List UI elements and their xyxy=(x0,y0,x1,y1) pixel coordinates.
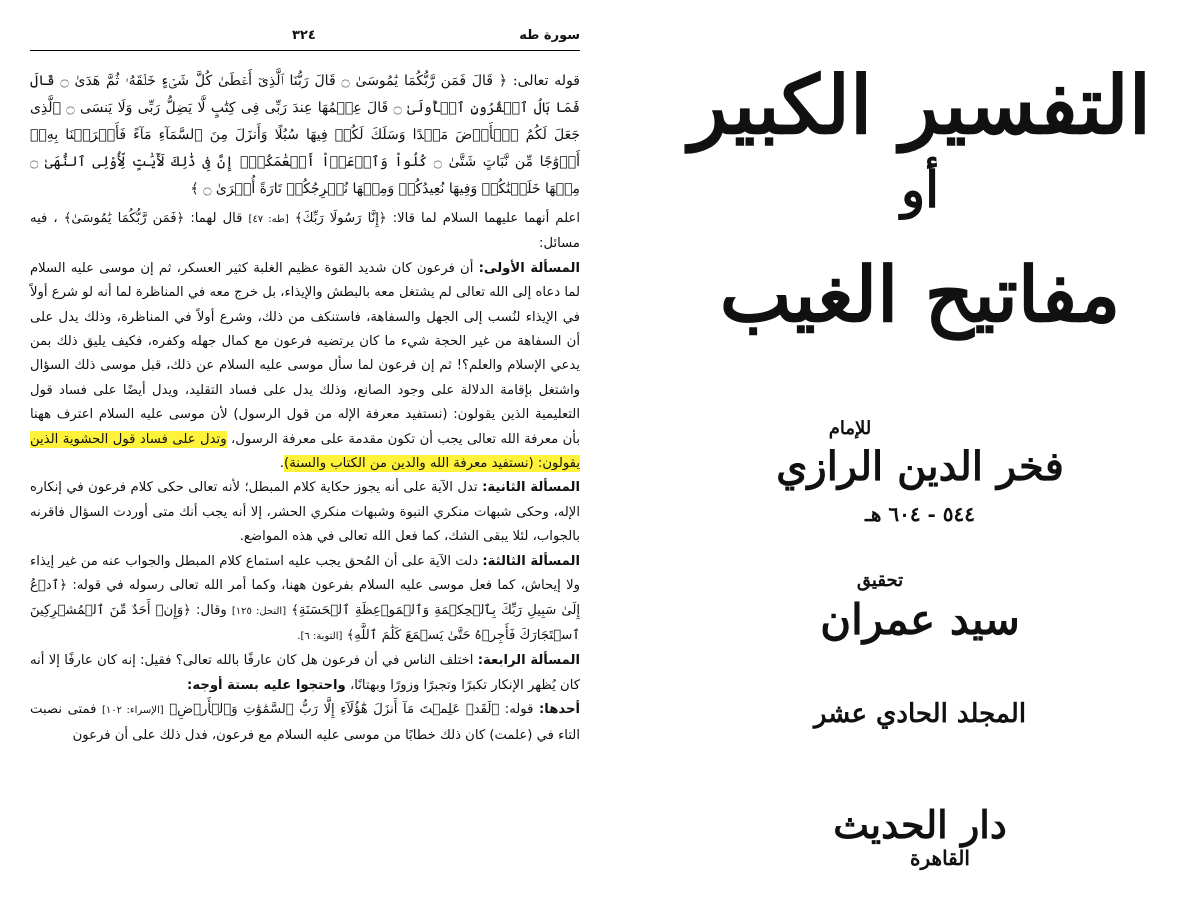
intro-source: [طه: ٤٧] xyxy=(248,214,289,225)
issue-3 xyxy=(30,550,580,650)
page-number: ٣٢٤ xyxy=(292,28,316,43)
issue-3-text-2: وقال: ﴿وَإِنۡ أَحَدٌ مِّنَ ٱلۡمُشۡرِكِينَ ٱسۡتَجَارَكَ فَأَجِرۡهُ حَتَّىٰ يَسۡمَعَ كَلَٰمَ ٱللَّهِ﴾ xyxy=(30,602,580,643)
issue-3-label: المسألة الثالثة: xyxy=(482,553,580,569)
issue-1 xyxy=(30,257,580,477)
book-title: التفسير الكبير xyxy=(689,58,1151,152)
left-page xyxy=(30,26,580,886)
cover-page xyxy=(640,0,1200,900)
issue-3-source-2: [التوبة: ٦]. xyxy=(297,630,343,642)
page-header xyxy=(30,26,580,50)
issue-2-text: تدل الآية على أنه يجوز حكاية كلام المبطل؛ لأنه تعالى حكى كلام فرعون في إنكاره الإله، وحكى شبهات منكري النبوة وشبهات منكري الحشر، إلا أنه يجب أنك متى أوردت السؤال فاقرنه بالجواب، لئلا يبقى الشك، كما فعل الله تعالى في هذه المواضع. xyxy=(30,480,580,545)
editor-name: سيد عمران xyxy=(820,595,1020,644)
issue-3-source-1: [النحل: ١٢٥] xyxy=(231,605,287,617)
intro-text-b: قال لهما: ﴿فَمَن رَّبُّكُمَا يَٰمُوسَىٰ﴾ ، فيه مسائل: xyxy=(30,211,580,252)
page-body xyxy=(30,68,580,748)
issue-4-label: المسألة الرابعة: xyxy=(477,653,580,669)
issue-1-text: أن فرعون كان شديد القوة عظيم الغلبة كثير العسكر، ثم إن موسى عليه السلام لما دعاه إلى الله تعالى لم يشتغل معه بالبطش والإيذاء، بل خرج معه في المناظرة لما أنه لو شرع أولاً في الإيذاء لنُسب إلى الجهل والسفاهة، فاستنكف من ذلك، وشرع أولاً في المناظرة، وذلك يدل على أن السفاهة من غير الحجة شيء ما كان يرتضيه فرعون مع كمال جهله وكفره، فكيف يليق ذلك بمن يدعي الإسلام والعلم؟! ثم إن فرعون لما سأل موسى عليه السلام عن ذلك، قبل موسى ذلك السؤال واشتغل بإقامة الدلالة على وجود الصانع، وذلك يدل على فساد التقليد، ويدل أيضًا على فساد قول التعليمية الذين يقولون: (نستفيد معرفة الإله من قول الرسول) لأن موسى عليه السلام اعترف ههنا بأن معرفة الله تعالى يجب أن تكون مقدمة على معرفة الرسول، xyxy=(30,260,580,447)
surah-name: سورة طه xyxy=(519,28,580,43)
issue-2 xyxy=(30,476,580,549)
intro-paragraph xyxy=(30,207,580,257)
first-argument-text: قوله: ﴿لَقَدۡ عَلِمۡتَ مَآ أَنزَلَ هَٰٓؤُلَآءِ إِلَّا رَبُّ ٱلسَّمَٰوَٰتِ وَٱلۡأَرۡضِ﴾ xyxy=(169,702,534,718)
tahqiq-label: تحقيق xyxy=(856,570,904,591)
issue-2-label: المسألة الثانية: xyxy=(482,480,580,496)
highlighted-text: وتدل على فساد قول الحشوية الذين يقولون: (نستفيد معرفة الله والدين من الكتاب والسنة) xyxy=(30,431,580,472)
publisher-name: دار الحديث xyxy=(833,802,1007,847)
issue-3-text: دلت الآية على أن المُحق يجب عليه استماع كلام المبطل والجواب عنه من غير إيذاء ولا إيحاش، كما فعل موسى عليه السلام بفرعون ههنا، وكما أمر الله تعالى رسوله في قوله: ﴿ٱدۡعُ إِلَىٰ سَبِيلِ رَبِّكَ بِٱلۡحِكۡمَةِ وَٱلۡمَوۡعِظَةِ ٱلۡحَسَنَةِ﴾ xyxy=(30,553,580,618)
first-argument-source: [الإسراء: ١٠٢] xyxy=(102,705,164,717)
first-argument-text-2: فمتى نصبت التاء في (علمت) كان ذلك خطابًا من موسى عليه السلام مع فرعون، فدل ذلك على أن فرعون xyxy=(30,702,580,743)
issue-1-label: المسألة الأولى: xyxy=(478,260,580,276)
title-connector: أو xyxy=(900,160,940,219)
quran-verses: قوله تعالى: ﴿ قَالَ فَمَن رَّبُّكُمَا يَٰمُوسَىٰ ۝ قَالَ رَبُّنَا ٱلَّذِىٓ أَعۡطَىٰ كُلَّ شَىۡءٍ خَلۡقَهُۥ ثُمَّ هَدَىٰ ۝ قَالَ فَمَا بَالُ ٱلۡقُرُونِ ٱلۡأُولَىٰ ۝ قَالَ عِلۡمُهَا عِندَ رَبِّى فِى كِتَٰبٍ لَّا يَضِلُّ رَبِّى وَلَا يَنسَى ۝ ٱلَّذِى جَعَلَ لَكُمُ ٱلۡأَرۡضَ مَهۡدًا وَسَلَكَ لَكُمۡ فِيهَا سُبُلًا وَأَنزَلَ مِنَ ٱلسَّمَآءِ مَآءً فَأَخۡرَجۡنَا بِهِۦٓ أَزۡوَٰجًا مِّن نَّبَاتٍ شَتَّىٰ ۝ كُلُواْ وَٱرۡعَوۡاْ أَنۡعَٰمَكُمۡۚ إِنَّ فِى ذَٰلِكَ لَأٓيَٰتٍ لِّأُوْلِى ٱلنُّهَىٰ ۝ مِنۡهَا خَلَقۡنَٰكُمۡ وَفِيهَا نُعِيدُكُمۡ وَمِنۡهَا نُخۡرِجُكُمۡ تَارَةً أُخۡرَىٰ ۝ ﴾ xyxy=(30,73,581,197)
book-subtitle: مفاتيح الغيب xyxy=(719,250,1121,339)
issue-4-text: اختلف الناس في أن فرعون هل كان عارفًا بالله تعالى؟ فقيل: إنه كان عارفًا إلا أنه كان يُظهر الإنكار تكبرًا وتجبرًا وزورًا وبهتانًا، xyxy=(30,653,580,693)
intro-text-a: اعلم أنهما عليهما السلام لما قالا: ﴿إِنَّا رَسُولَا رَبِّكَ﴾ xyxy=(294,211,580,226)
issue-4-bold: واحتجوا عليه بستة أوجه: xyxy=(187,677,346,693)
first-argument xyxy=(30,698,580,748)
publisher-city: القاهرة xyxy=(910,846,970,870)
volume-label: المجلد الحادي عشر xyxy=(813,699,1027,729)
first-argument-label: أحدها: xyxy=(538,702,580,718)
issue-1-end: . xyxy=(279,456,285,472)
header-divider xyxy=(30,50,580,51)
issue-4 xyxy=(30,649,580,698)
author-dates: ٥٤٤ - ٦٠٤ هـ xyxy=(864,502,976,526)
author-name: فخر الدين الرازي xyxy=(776,443,1064,490)
imam-label: للإمام xyxy=(828,418,872,439)
